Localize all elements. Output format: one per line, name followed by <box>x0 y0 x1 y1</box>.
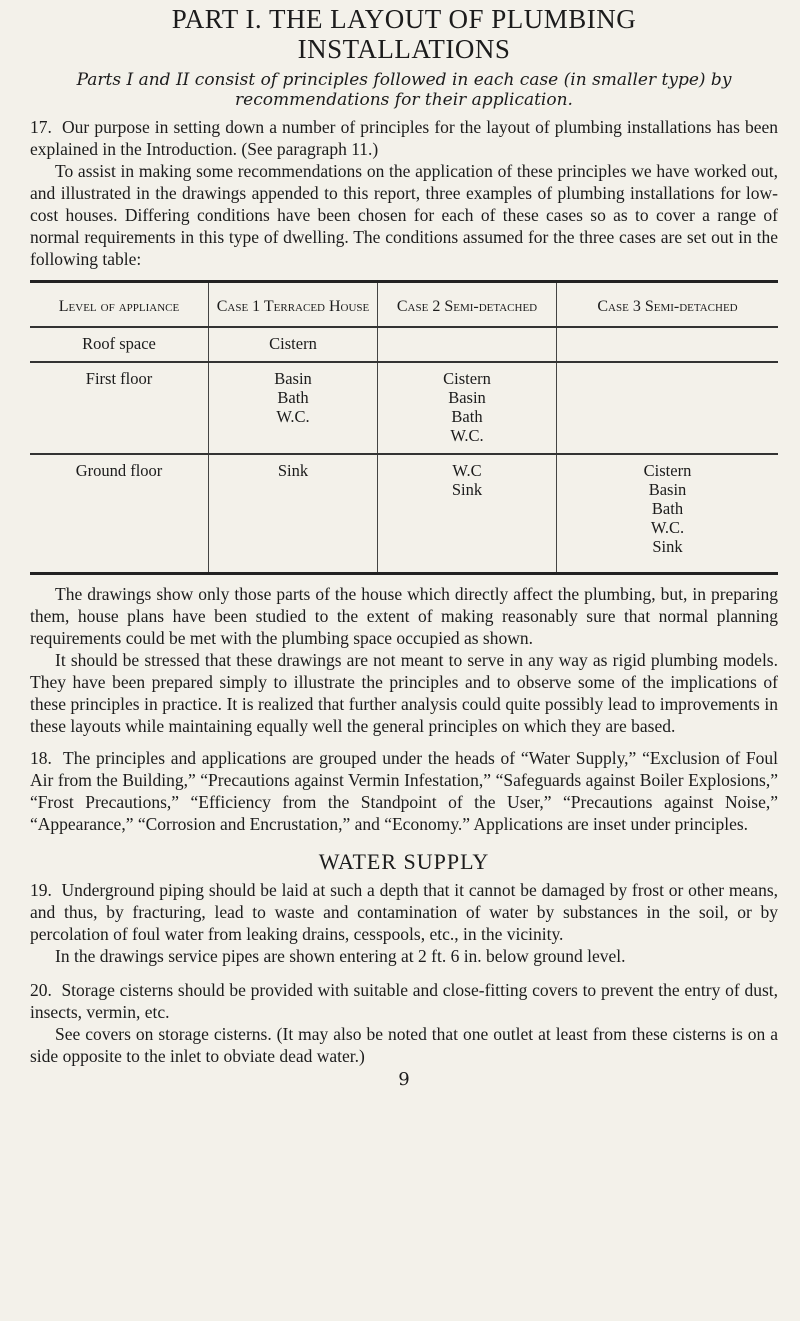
table-row-first-floor <box>30 362 778 454</box>
appliance: W.C. <box>450 426 484 445</box>
page-number: 9 <box>398 1069 410 1090</box>
page-title <box>30 0 778 64</box>
case-2-cell <box>378 327 557 362</box>
table-row-roof-space <box>30 327 778 362</box>
paragraph-17-number: 17. <box>30 117 52 137</box>
paragraph-19 <box>30 879 778 945</box>
level-cell: First floor <box>30 362 209 454</box>
appliance: Bath <box>451 407 483 426</box>
case-3-cell <box>557 454 779 574</box>
level-cell: Ground floor <box>75 461 163 480</box>
appliance: Cistern <box>643 461 692 480</box>
appliance: Basin <box>648 480 687 499</box>
paragraph-18-text: The principles and applications are grouped under the heads of “Water Supply,” “Exclusion of Foul Air from the Building,” “Precautions against Vermin Infestation,” “Safeguards against Boiler Explosions,” “Frost Precautions,” “Efficiency from the Standpoint of the User,” “Precautions against Noise,” “Appearance,” “Corrosion and Encrustation,” and “Economy.” Applications are inset under principles. <box>30 748 778 834</box>
paragraph-20-number: 20. <box>30 980 52 1000</box>
appliance: Cistern <box>443 369 491 388</box>
title-line-2: INSTALLATIONS <box>297 34 511 64</box>
appliance: Sink <box>652 537 683 556</box>
case-3-cell <box>557 362 779 454</box>
header-case-1: Case 1 Terraced House <box>209 282 378 328</box>
paragraph-17b: To assist in making some recommendations on the application of these principles we have worked out, and illustrated in the drawings appended to this report, three examples of plumbing installations for low-cost houses. Differing conditions have been chosen for each of these cases so as to cover a range of normal requirements in this type of dwelling. The conditions assumed for the three cases are set out in the following table: <box>30 161 778 269</box>
paragraph-19-text: Underground piping should be laid at such a depth that it cannot be damaged by frost or other means, and thus, by fracturing, lead to waste and contamination of water by substances in the soil, or by percolation of foul water from leaking drains, cesspools, etc., in the vicinity. <box>30 880 779 944</box>
case-1-cell <box>209 454 378 574</box>
paragraph-20 <box>30 979 778 1023</box>
paragraph-17-text: Our purpose in setting down a number of principles for the layout of plumbing installations has been explained in the Introduction. (See paragraph 11.) <box>30 117 778 159</box>
appliance: W.C. <box>650 518 685 537</box>
paragraph-19-number: 19. <box>30 880 52 900</box>
case-2-cell <box>378 454 557 574</box>
paragraph-20-text: Storage cisterns should be provided with suitable and close-fitting covers to prevent the entry of dust, insects, vermin, etc. <box>30 980 779 1022</box>
appliance-levels-table <box>30 280 778 575</box>
appliance: Bath <box>651 499 684 518</box>
paragraph-18-number: 18. <box>30 748 52 768</box>
paragraph-drawings: The drawings show only those parts of the house which directly affect the plumbing, but, in preparing them, house plans have been studied to the extent of making reasonably sure that normal planning requirements could be met with the plumbing space occupied as shown. <box>30 584 778 648</box>
paragraph-20b: See covers on storage cisterns. (It may also be noted that one outlet at least from these cisterns is on a side opposite to the inlet to obviate dead water.) <box>30 1024 778 1066</box>
paragraph-18 <box>30 747 778 835</box>
appliance: Bath <box>277 388 309 407</box>
title-line-1: PART I. THE LAYOUT OF PLUMBING <box>171 4 637 34</box>
table-header-row <box>30 282 778 328</box>
header-level: Level of appliance <box>30 282 209 328</box>
document-page <box>30 0 778 1090</box>
appliance: Basin <box>274 369 312 388</box>
paragraph-stress: It should be stressed that these drawings are not meant to serve in any way as rigid plumbing models. They have been prepared simply to illustrate the principles and to observe some of the implications of these principles in practice. It is realized that further analysis could quite possibly lead to improvements in these layouts while maintaining equally well the general principles on which they are based. <box>30 650 778 736</box>
header-case-3: Case 3 Semi-detached <box>557 282 779 328</box>
header-case-2: Case 2 Semi-detached <box>378 282 557 328</box>
appliance: Basin <box>448 388 486 407</box>
case-1-cell <box>209 362 378 454</box>
case-2-cell <box>378 362 557 454</box>
paragraph-17 <box>30 116 778 160</box>
case-1-cell <box>209 327 378 362</box>
table-row-ground-floor <box>30 454 778 574</box>
level-cell: Roof space <box>30 327 209 362</box>
appliance: W.C. <box>276 407 310 426</box>
appliance: Sink <box>277 461 309 480</box>
case-3-cell <box>557 327 779 362</box>
appliance: Sink <box>451 480 483 499</box>
appliance: Cistern <box>269 334 317 353</box>
section-heading: WATER SUPPLY <box>318 849 490 874</box>
subtitle: Parts I and II consist of principles followed in each case (in smaller type) by recommendations for their application. <box>76 70 732 110</box>
paragraph-19b: In the drawings service pipes are shown entering at 2 ft. 6 in. below ground level. <box>55 946 626 966</box>
appliance: W.C <box>452 461 482 480</box>
